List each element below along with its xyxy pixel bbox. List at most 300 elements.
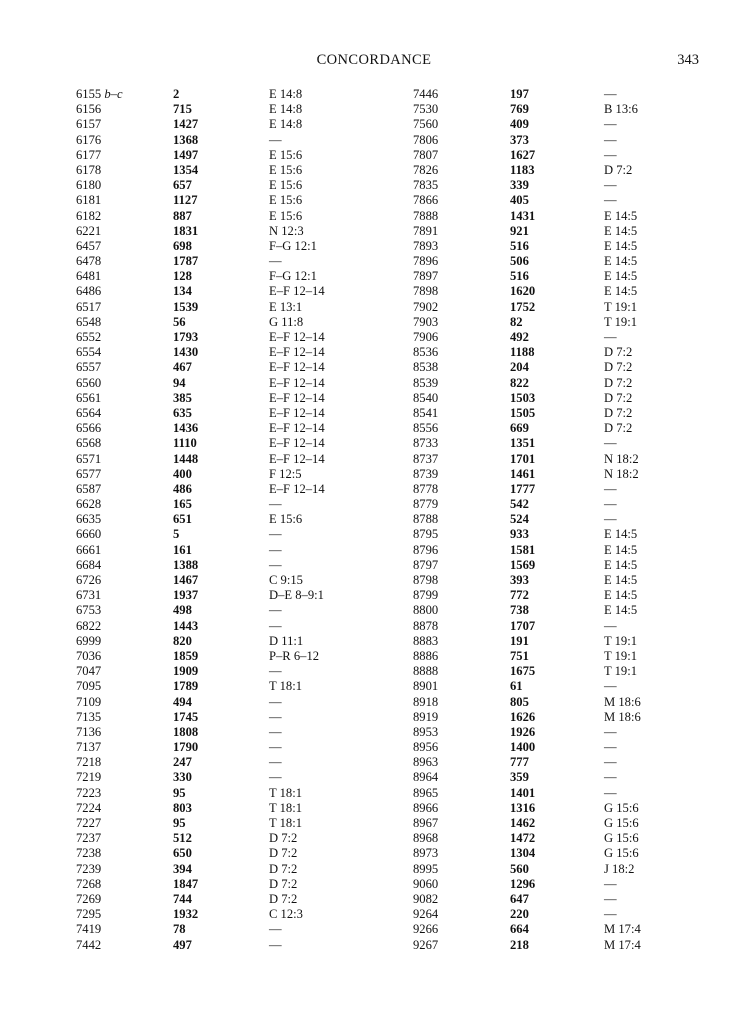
concordance-row <box>76 543 406 558</box>
grid-reference: T 18:1 <box>269 785 303 800</box>
catalogue-number: 8918 <box>413 694 439 709</box>
entry-number: 805 <box>510 694 529 709</box>
concordance-row <box>413 284 713 299</box>
grid-reference: — <box>269 497 282 512</box>
concordance-row <box>413 877 713 892</box>
entry-number: 197 <box>510 87 529 101</box>
entry-number: 1620 <box>510 284 536 299</box>
catalogue-number: 8798 <box>413 573 439 587</box>
concordance-row <box>76 801 406 816</box>
entry-number: 664 <box>510 922 529 937</box>
catalogue-number: 8963 <box>413 755 439 770</box>
catalogue-number: 6182 <box>76 208 102 223</box>
grid-reference: — <box>269 770 282 785</box>
entry-number: 744 <box>173 891 192 906</box>
catalogue-number: 6999 <box>76 633 102 648</box>
entry-number: 1467 <box>173 573 199 587</box>
catalogue-number: 7223 <box>76 785 102 800</box>
entry-number: 1793 <box>173 330 199 344</box>
entry-number: 822 <box>510 375 529 390</box>
catalogue-number: 6571 <box>76 451 102 466</box>
entry-number: 1368 <box>173 132 199 147</box>
concordance-row <box>413 209 713 224</box>
catalogue-number: 8539 <box>413 375 439 390</box>
concordance-row <box>76 527 406 542</box>
entry-number: 647 <box>510 891 529 906</box>
grid-reference: E 14:5 <box>604 573 638 587</box>
catalogue-number: 8886 <box>413 648 439 663</box>
grid-reference: E 14:5 <box>604 269 638 284</box>
concordance-row <box>413 376 713 391</box>
catalogue-number: 8795 <box>413 527 439 542</box>
entry-number: 400 <box>173 466 192 481</box>
grid-reference: E 14:5 <box>604 284 638 299</box>
entry-number: 715 <box>173 102 192 117</box>
concordance-row <box>413 512 713 527</box>
concordance-row <box>76 269 406 284</box>
entry-number: 1569 <box>510 557 536 572</box>
grid-reference: E–F 12–14 <box>269 436 325 451</box>
concordance-row <box>76 148 406 163</box>
catalogue-number: 8964 <box>413 770 439 785</box>
concordance-row <box>76 345 406 360</box>
grid-reference: M 18:6 <box>604 694 641 709</box>
catalogue-number: 9267 <box>413 937 439 952</box>
concordance-row <box>76 725 406 740</box>
grid-reference: — <box>604 178 617 193</box>
entry-number: 409 <box>510 117 529 132</box>
catalogue-number: 6181 <box>76 193 102 208</box>
grid-reference: E 14:5 <box>604 527 638 542</box>
entry-number: 512 <box>173 831 192 846</box>
catalogue-number: 8888 <box>413 664 439 679</box>
concordance-row <box>413 558 713 573</box>
concordance-row <box>413 740 713 755</box>
grid-reference: J 18:2 <box>604 861 635 876</box>
concordance-row <box>413 831 713 846</box>
catalogue-number: 8883 <box>413 633 439 648</box>
entry-number: 751 <box>510 648 529 663</box>
grid-reference: E 14:5 <box>604 238 638 253</box>
catalogue-number: 7893 <box>413 238 439 253</box>
concordance-row <box>76 436 406 451</box>
entry-number: 1539 <box>173 299 199 314</box>
entry-number: 1581 <box>510 542 536 557</box>
concordance-row <box>76 679 406 694</box>
catalogue-number: 7295 <box>76 907 102 922</box>
page-number: 343 <box>677 52 699 68</box>
catalogue-number: 7419 <box>76 922 102 937</box>
catalogue-number: 6822 <box>76 618 102 633</box>
grid-reference: C 12:3 <box>269 907 303 922</box>
concordance-row <box>413 679 713 694</box>
concordance-row <box>413 254 713 269</box>
grid-reference: D–E 8–9:1 <box>269 588 324 603</box>
concordance-row <box>76 649 406 664</box>
catalogue-number: 7446 <box>413 87 439 101</box>
grid-reference: — <box>269 664 282 679</box>
entry-number: 887 <box>173 208 192 223</box>
entry-number: 1707 <box>510 618 536 633</box>
entry-number: 1188 <box>510 345 535 360</box>
catalogue-number: 6155 b–c <box>76 87 123 101</box>
entry-number: 1431 <box>510 208 536 223</box>
concordance-row <box>413 573 713 588</box>
concordance-row <box>413 801 713 816</box>
catalogue-number: 7218 <box>76 755 102 770</box>
grid-reference: D 7:2 <box>604 405 633 420</box>
grid-reference: E 15:6 <box>269 208 303 223</box>
concordance-row <box>413 406 713 421</box>
entry-number: 542 <box>510 497 529 512</box>
catalogue-number: 8788 <box>413 512 439 527</box>
grid-reference: — <box>269 740 282 755</box>
grid-reference: F–G 12:1 <box>269 238 317 253</box>
catalogue-number: 6635 <box>76 512 102 527</box>
catalogue-number: 8919 <box>413 709 439 724</box>
concordance-row <box>413 922 713 937</box>
concordance-row <box>76 360 406 375</box>
catalogue-number: 6564 <box>76 405 102 420</box>
grid-reference: D 7:2 <box>604 421 633 436</box>
grid-reference: B 13:6 <box>604 102 638 117</box>
concordance-row <box>76 634 406 649</box>
grid-reference: — <box>604 481 617 496</box>
entry-number: 385 <box>173 390 192 405</box>
catalogue-number: 8800 <box>413 603 439 618</box>
entry-number: 524 <box>510 512 529 527</box>
entry-number: 1626 <box>510 709 536 724</box>
catalogue-number: 7227 <box>76 816 102 830</box>
grid-reference: — <box>604 755 617 770</box>
catalogue-number: 7906 <box>413 330 439 344</box>
grid-reference: E 13:1 <box>269 299 303 314</box>
concordance-row <box>413 391 713 406</box>
concordance-row <box>413 360 713 375</box>
concordance-row <box>413 907 713 922</box>
grid-reference: D 7:2 <box>269 846 298 861</box>
entry-number: 95 <box>173 816 186 830</box>
concordance-row <box>413 543 713 558</box>
concordance-row <box>76 239 406 254</box>
entry-number: 1497 <box>173 147 199 162</box>
entry-number: 698 <box>173 238 192 253</box>
concordance-row <box>413 725 713 740</box>
concordance-row <box>413 300 713 315</box>
grid-reference: E–F 12–14 <box>269 284 325 299</box>
entry-number: 1427 <box>173 117 199 132</box>
grid-reference: F–G 12:1 <box>269 269 317 284</box>
catalogue-number: 7560 <box>413 117 439 132</box>
catalogue-number: 6178 <box>76 162 102 177</box>
concordance-row <box>413 163 713 178</box>
grid-reference: T 18:1 <box>269 816 303 830</box>
entry-number: 1752 <box>510 299 536 314</box>
entry-number: 82 <box>510 314 523 329</box>
catalogue-number: 7903 <box>413 314 439 329</box>
grid-reference: T 19:1 <box>604 633 638 648</box>
grid-reference: E 14:5 <box>604 254 638 269</box>
grid-reference: N 18:2 <box>604 451 639 466</box>
concordance-row <box>76 922 406 937</box>
entry-number: 1461 <box>510 466 536 481</box>
grid-reference: — <box>269 937 282 952</box>
concordance-row <box>413 467 713 482</box>
catalogue-number: 6156 <box>76 102 102 117</box>
grid-reference: D 7:2 <box>269 831 298 846</box>
entry-number: 218 <box>510 937 529 952</box>
concordance-row <box>413 527 713 542</box>
concordance-row <box>76 254 406 269</box>
grid-reference: — <box>604 876 617 891</box>
grid-reference: F 12:5 <box>269 466 302 481</box>
grid-reference: — <box>604 497 617 512</box>
grid-reference: E 15:6 <box>269 147 303 162</box>
grid-reference: T 18:1 <box>269 800 303 815</box>
grid-reference: E 14:8 <box>269 87 303 101</box>
grid-reference: E 14:5 <box>604 223 638 238</box>
grid-reference: — <box>269 527 282 542</box>
entry-number: 128 <box>173 269 192 284</box>
concordance-row <box>413 938 713 953</box>
grid-reference: — <box>604 724 617 739</box>
grid-reference: D 7:2 <box>269 861 298 876</box>
entry-number: 94 <box>173 375 186 390</box>
catalogue-number: 8995 <box>413 861 439 876</box>
concordance-column-right <box>413 87 713 953</box>
grid-reference: E 14:8 <box>269 117 303 132</box>
entry-number: 1503 <box>510 390 536 405</box>
concordance-row <box>76 558 406 573</box>
concordance-row <box>413 695 713 710</box>
entry-number: 1304 <box>510 846 536 861</box>
catalogue-number: 6566 <box>76 421 102 436</box>
grid-reference: P–R 6–12 <box>269 648 320 663</box>
catalogue-number: 7442 <box>76 937 102 952</box>
entry-number: 1675 <box>510 664 536 679</box>
grid-reference: — <box>269 618 282 633</box>
grid-reference: E 14:5 <box>604 603 638 618</box>
concordance-row <box>76 315 406 330</box>
grid-reference: G 15:6 <box>604 831 639 846</box>
entry-number: 394 <box>173 861 192 876</box>
grid-reference: G 11:8 <box>269 314 304 329</box>
entry-number: 803 <box>173 800 192 815</box>
concordance-row <box>413 436 713 451</box>
entry-number: 738 <box>510 603 529 618</box>
concordance-row <box>413 224 713 239</box>
entry-number: 516 <box>510 238 529 253</box>
grid-reference: T 18:1 <box>269 679 303 694</box>
entry-number: 921 <box>510 223 529 238</box>
catalogue-number: 6486 <box>76 284 102 299</box>
catalogue-number: 7135 <box>76 709 102 724</box>
catalogue-number: 6457 <box>76 238 102 253</box>
concordance-row <box>76 376 406 391</box>
entry-number: 1777 <box>510 481 536 496</box>
catalogue-number: 6176 <box>76 132 102 147</box>
grid-reference: M 18:6 <box>604 709 641 724</box>
catalogue-number: 6726 <box>76 573 102 587</box>
catalogue-number: 6221 <box>76 223 102 238</box>
entry-number: 330 <box>173 770 192 785</box>
grid-reference: E 15:6 <box>269 512 303 527</box>
entry-number: 56 <box>173 314 186 329</box>
entry-number: 95 <box>173 785 186 800</box>
entry-number: 393 <box>510 573 529 587</box>
entry-number: 405 <box>510 193 529 208</box>
entry-number: 1937 <box>173 588 199 603</box>
entry-number: 492 <box>510 330 529 344</box>
concordance-row <box>413 482 713 497</box>
concordance-row <box>413 497 713 512</box>
grid-reference: E–F 12–14 <box>269 330 325 344</box>
grid-reference: — <box>604 679 617 694</box>
entry-number: 339 <box>510 178 529 193</box>
entry-number: 1183 <box>510 162 535 177</box>
concordance-row <box>413 862 713 877</box>
entry-number: 61 <box>510 679 523 694</box>
catalogue-number: 6478 <box>76 254 102 269</box>
entry-number: 1110 <box>173 436 197 451</box>
concordance-row <box>76 406 406 421</box>
concordance-row <box>76 877 406 892</box>
catalogue-number: 7268 <box>76 876 102 891</box>
catalogue-number: 7224 <box>76 800 102 815</box>
entry-number: 1701 <box>510 451 536 466</box>
grid-reference: — <box>269 694 282 709</box>
grid-reference: — <box>269 254 282 269</box>
entry-number: 1388 <box>173 557 199 572</box>
catalogue-number: 7136 <box>76 724 102 739</box>
grid-reference: G 15:6 <box>604 800 639 815</box>
entry-number: 247 <box>173 755 192 770</box>
catalogue-number: 7238 <box>76 846 102 861</box>
concordance-row <box>76 512 406 527</box>
concordance-row <box>76 452 406 467</box>
concordance-row <box>413 649 713 664</box>
concordance-column-left <box>76 87 406 953</box>
catalogue-number: 7835 <box>413 178 439 193</box>
concordance-row <box>413 133 713 148</box>
grid-reference: M 17:4 <box>604 922 641 937</box>
catalogue-number: 8901 <box>413 679 439 694</box>
entry-number: 165 <box>173 497 192 512</box>
concordance-row <box>76 133 406 148</box>
concordance-row <box>413 117 713 132</box>
catalogue-number: 6587 <box>76 481 102 496</box>
catalogue-number: 7898 <box>413 284 439 299</box>
catalogue-number: 7826 <box>413 162 439 177</box>
catalogue-number: 8797 <box>413 557 439 572</box>
concordance-row <box>76 330 406 345</box>
catalogue-number: 6661 <box>76 542 102 557</box>
entry-number: 1847 <box>173 876 199 891</box>
entry-number: 494 <box>173 694 192 709</box>
page-title: CONCORDANCE <box>316 52 432 68</box>
grid-reference: T 19:1 <box>604 299 638 314</box>
concordance-row <box>76 938 406 953</box>
concordance-row <box>76 87 406 102</box>
grid-reference: — <box>604 891 617 906</box>
entry-number: 1859 <box>173 648 199 663</box>
concordance-row <box>413 178 713 193</box>
concordance-row <box>76 664 406 679</box>
entry-number: 933 <box>510 527 529 542</box>
entry-number: 373 <box>510 132 529 147</box>
entry-number: 1443 <box>173 618 199 633</box>
grid-reference: E–F 12–14 <box>269 345 325 360</box>
concordance-row <box>76 482 406 497</box>
concordance-row <box>413 755 713 770</box>
concordance-row <box>413 634 713 649</box>
concordance-row <box>76 209 406 224</box>
catalogue-number: 8541 <box>413 405 439 420</box>
grid-reference: G 15:6 <box>604 816 639 830</box>
grid-reference: E–F 12–14 <box>269 375 325 390</box>
entry-number: 560 <box>510 861 529 876</box>
entry-number: 1505 <box>510 405 536 420</box>
catalogue-number: 6548 <box>76 314 102 329</box>
entry-number: 777 <box>510 755 529 770</box>
catalogue-number: 6481 <box>76 269 102 284</box>
catalogue-number: 7888 <box>413 208 439 223</box>
concordance-row <box>413 345 713 360</box>
entry-number: 1790 <box>173 740 199 755</box>
grid-reference: N 12:3 <box>269 223 304 238</box>
entry-number: 498 <box>173 603 192 618</box>
catalogue-number: 7137 <box>76 740 102 755</box>
concordance-row <box>76 695 406 710</box>
concordance-row <box>413 619 713 634</box>
catalogue-number: 8965 <box>413 785 439 800</box>
catalogue-number: 6628 <box>76 497 102 512</box>
entry-number: 191 <box>510 633 529 648</box>
catalogue-number: 9266 <box>413 922 439 937</box>
concordance-row <box>413 193 713 208</box>
grid-reference: E 14:5 <box>604 557 638 572</box>
entry-number: 497 <box>173 937 192 952</box>
catalogue-number: 8799 <box>413 588 439 603</box>
concordance-row <box>76 892 406 907</box>
concordance-row <box>76 786 406 801</box>
grid-reference: T 19:1 <box>604 664 638 679</box>
grid-reference: T 19:1 <box>604 648 638 663</box>
concordance-row <box>76 770 406 785</box>
catalogue-number: 6552 <box>76 330 102 344</box>
concordance-row <box>76 740 406 755</box>
grid-reference: — <box>604 512 617 527</box>
concordance-row <box>413 330 713 345</box>
catalogue-number: 6557 <box>76 360 102 375</box>
entry-number: 650 <box>173 846 192 861</box>
concordance-row <box>413 603 713 618</box>
catalogue-number: 7047 <box>76 664 102 679</box>
grid-reference: D 7:2 <box>604 390 633 405</box>
catalogue-number: 8956 <box>413 740 439 755</box>
grid-reference: E 14:8 <box>269 102 303 117</box>
entry-number: 1932 <box>173 907 199 922</box>
catalogue-number: 7891 <box>413 223 439 238</box>
grid-reference: — <box>604 785 617 800</box>
entry-number: 1296 <box>510 876 536 891</box>
concordance-row <box>76 603 406 618</box>
entry-number: 516 <box>510 269 529 284</box>
grid-reference: E–F 12–14 <box>269 360 325 375</box>
entry-number: 161 <box>173 542 192 557</box>
grid-reference: E 14:5 <box>604 208 638 223</box>
catalogue-number: 7219 <box>76 770 102 785</box>
